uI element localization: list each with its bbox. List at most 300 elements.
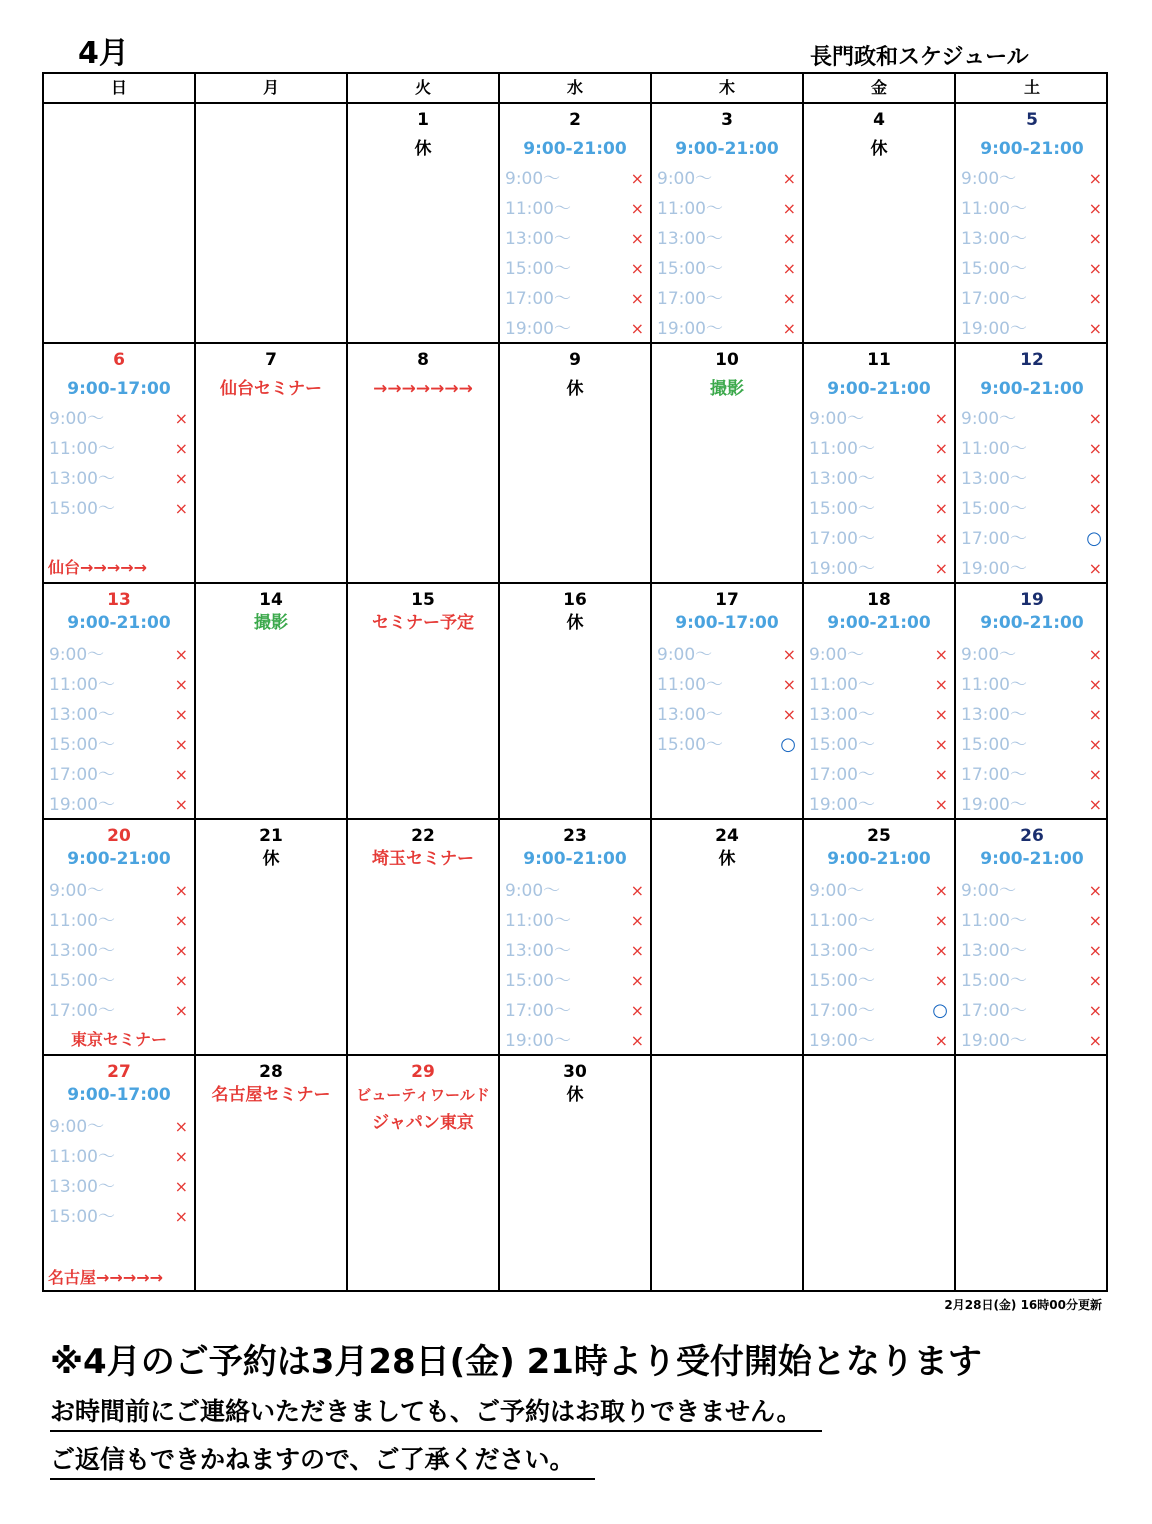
schedule-title: 長門政和スケジュール — [810, 45, 1029, 70]
slot-time: 15:00～ — [49, 499, 115, 519]
weekday-header: 月 — [196, 74, 348, 104]
slot-time: 11:00～ — [961, 439, 1027, 459]
time-slot — [44, 876, 194, 906]
time-slot — [44, 730, 194, 760]
day-number: 20 — [107, 826, 131, 846]
booked-mark: × — [1088, 645, 1102, 664]
booked-mark: × — [630, 289, 644, 308]
booked-mark: × — [1088, 439, 1102, 458]
day-number: 29 — [411, 1062, 435, 1082]
slot-time: 15:00～ — [809, 499, 875, 519]
day-number: 13 — [107, 590, 131, 610]
booked-mark: × — [1088, 199, 1102, 218]
time-slot — [956, 906, 1108, 936]
time-slot — [500, 876, 650, 906]
time-slot — [652, 224, 802, 254]
business-hours: 9:00-17:00 — [67, 1085, 171, 1105]
booked-mark: × — [934, 559, 948, 578]
slot-time: 15:00～ — [809, 971, 875, 991]
day-cell — [956, 104, 1108, 344]
booked-mark: × — [174, 675, 188, 694]
day-cell — [44, 344, 196, 584]
business-hours: 9:00-17:00 — [67, 379, 171, 399]
slot-time: 11:00～ — [49, 675, 115, 695]
booked-mark: × — [174, 735, 188, 754]
booked-mark: × — [1088, 559, 1102, 578]
day-number: 23 — [563, 826, 587, 846]
booked-mark: × — [174, 971, 188, 990]
slot-time: 9:00～ — [505, 169, 561, 189]
day-number: 25 — [867, 826, 891, 846]
slot-time: 19:00～ — [809, 795, 875, 815]
time-slot — [44, 404, 194, 434]
day-number: 30 — [563, 1062, 587, 1082]
day-cell — [348, 584, 500, 820]
booked-mark: × — [1088, 971, 1102, 990]
day-cell — [196, 1056, 348, 1292]
time-slot — [44, 700, 194, 730]
booked-mark: × — [934, 795, 948, 814]
time-slot — [956, 554, 1108, 584]
slot-time: 11:00～ — [657, 199, 723, 219]
day-cell — [804, 820, 956, 1056]
day-cell — [804, 344, 956, 584]
event-label: セミナー予定 — [372, 613, 474, 633]
slot-time: 13:00～ — [505, 229, 571, 249]
slot-time: 13:00～ — [657, 705, 723, 725]
slot-time: 11:00～ — [809, 675, 875, 695]
day-cell — [196, 584, 348, 820]
slot-time: 9:00～ — [809, 645, 865, 665]
day-cell — [348, 104, 500, 344]
slot-time: 9:00～ — [657, 169, 713, 189]
time-slot — [804, 760, 954, 790]
slot-time: 17:00～ — [809, 765, 875, 785]
day-number: 7 — [265, 350, 277, 370]
calendar-grid — [42, 72, 1108, 1292]
slot-time: 11:00～ — [49, 1147, 115, 1167]
slot-time: 19:00～ — [961, 795, 1027, 815]
event-label: ジャパン東京 — [372, 1113, 474, 1133]
notice-line-2: ご返信もできかねますので、ご了承ください。 — [50, 1442, 595, 1480]
time-slot — [956, 1026, 1108, 1056]
slot-time: 9:00～ — [49, 1117, 105, 1137]
slot-time: 17:00～ — [809, 1001, 875, 1021]
time-slot — [500, 936, 650, 966]
time-slot — [652, 254, 802, 284]
day-number: 19 — [1020, 590, 1044, 610]
booked-mark: × — [1088, 941, 1102, 960]
booked-mark: × — [630, 259, 644, 278]
day-number: 8 — [417, 350, 429, 370]
slot-time: 19:00～ — [505, 1031, 571, 1051]
day-number: 4 — [873, 110, 885, 130]
slot-time: 9:00～ — [49, 645, 105, 665]
booked-mark: × — [1088, 259, 1102, 278]
slot-time: 9:00～ — [809, 881, 865, 901]
travel-note: 名古屋→→→→→ — [48, 1268, 164, 1287]
slot-time: 17:00～ — [49, 1001, 115, 1021]
day-cell — [500, 344, 652, 584]
slot-time: 11:00～ — [809, 439, 875, 459]
day-cell — [44, 584, 196, 820]
notice-main: ※4月のご予約は3月28日(金) 21時より受付開始となります — [50, 1342, 982, 1382]
time-slot — [500, 254, 650, 284]
booked-mark: × — [174, 911, 188, 930]
slot-time: 15:00～ — [505, 971, 571, 991]
event-label: 仙台セミナー — [220, 379, 322, 399]
day-off-label: 休 — [566, 613, 584, 633]
event-label: ビューティワールド — [356, 1086, 490, 1104]
booked-mark: × — [174, 705, 188, 724]
booked-mark: × — [174, 439, 188, 458]
booked-mark: × — [934, 469, 948, 488]
slot-time: 17:00～ — [961, 289, 1027, 309]
slot-time: 9:00～ — [961, 645, 1017, 665]
booked-mark: × — [1088, 735, 1102, 754]
time-slot — [956, 760, 1108, 790]
time-slot — [956, 194, 1108, 224]
booked-mark: × — [934, 675, 948, 694]
slot-time: 13:00～ — [49, 705, 115, 725]
time-slot — [44, 936, 194, 966]
time-slot — [500, 996, 650, 1026]
booked-mark: × — [630, 941, 644, 960]
booked-mark: × — [1088, 409, 1102, 428]
slot-time: 15:00～ — [49, 735, 115, 755]
slot-time: 13:00～ — [657, 229, 723, 249]
month-title: 4月 — [78, 36, 129, 71]
time-slot — [44, 996, 194, 1026]
slot-time: 13:00～ — [49, 1177, 115, 1197]
time-slot — [956, 254, 1108, 284]
booked-mark: × — [174, 765, 188, 784]
time-slot — [804, 524, 954, 554]
slot-time: 13:00～ — [49, 469, 115, 489]
time-slot — [44, 790, 194, 820]
time-slot — [804, 730, 954, 760]
weekday-header: 水 — [500, 74, 652, 104]
slot-time: 11:00～ — [49, 439, 115, 459]
booked-mark: × — [1088, 881, 1102, 900]
booked-mark: × — [1088, 499, 1102, 518]
time-slot — [44, 1202, 194, 1232]
time-slot — [500, 224, 650, 254]
day-cell — [652, 104, 804, 344]
day-number: 16 — [563, 590, 587, 610]
booked-mark: × — [1088, 169, 1102, 188]
day-number: 11 — [867, 350, 891, 370]
time-slot — [956, 404, 1108, 434]
slot-time: 9:00～ — [49, 409, 105, 429]
day-number: 28 — [259, 1062, 283, 1082]
weekday-header: 木 — [652, 74, 804, 104]
time-slot — [956, 640, 1108, 670]
booked-mark: × — [934, 499, 948, 518]
booked-mark: × — [630, 229, 644, 248]
time-slot — [956, 314, 1108, 344]
time-slot — [500, 164, 650, 194]
day-cell — [500, 584, 652, 820]
booked-mark: × — [174, 1147, 188, 1166]
slot-time: 13:00～ — [809, 705, 875, 725]
slot-time: 15:00～ — [961, 499, 1027, 519]
booked-mark: × — [934, 941, 948, 960]
day-number: 27 — [107, 1062, 131, 1082]
business-hours: 9:00-21:00 — [980, 379, 1084, 399]
slot-time: 17:00～ — [961, 1001, 1027, 1021]
time-slot — [500, 194, 650, 224]
time-slot — [500, 966, 650, 996]
slot-time: 19:00～ — [961, 1031, 1027, 1051]
update-note: 2月28日(金) 16時00分更新 — [944, 1298, 1102, 1312]
slot-time: 9:00～ — [961, 409, 1017, 429]
weekday-header: 火 — [348, 74, 500, 104]
slot-time: 9:00～ — [505, 881, 561, 901]
slot-time: 15:00～ — [809, 735, 875, 755]
booked-mark: × — [174, 469, 188, 488]
day-off-label: 休 — [566, 1085, 584, 1105]
event-label: 名古屋セミナー — [211, 1085, 331, 1105]
slot-time: 19:00～ — [505, 319, 571, 339]
booked-mark: × — [934, 645, 948, 664]
time-slot — [804, 936, 954, 966]
weekday-header: 日 — [44, 74, 196, 104]
time-slot — [44, 670, 194, 700]
booked-mark: × — [934, 911, 948, 930]
booked-mark: × — [782, 289, 796, 308]
time-slot — [652, 314, 802, 344]
time-slot — [956, 700, 1108, 730]
day-off-label: 休 — [566, 379, 584, 399]
empty-day-cell — [652, 1056, 804, 1292]
booked-mark: × — [934, 971, 948, 990]
slot-time: 15:00～ — [505, 259, 571, 279]
day-cell — [652, 584, 804, 820]
slot-time: 19:00～ — [961, 559, 1027, 579]
slot-time: 9:00～ — [657, 645, 713, 665]
slot-time: 17:00～ — [505, 289, 571, 309]
booked-mark: × — [934, 881, 948, 900]
slot-time: 19:00～ — [49, 795, 115, 815]
time-slot — [956, 730, 1108, 760]
booked-mark: × — [174, 499, 188, 518]
empty-day-cell — [956, 1056, 1108, 1292]
booked-mark: × — [174, 1001, 188, 1020]
booked-mark: × — [174, 795, 188, 814]
slot-time: 17:00～ — [961, 765, 1027, 785]
booked-mark: × — [1088, 795, 1102, 814]
day-number: 21 — [259, 826, 283, 846]
slot-time: 15:00～ — [961, 971, 1027, 991]
empty-day-cell — [196, 104, 348, 344]
day-cell — [348, 344, 500, 584]
time-slot — [956, 224, 1108, 254]
day-cell — [956, 584, 1108, 820]
weekday-header: 金 — [804, 74, 956, 104]
slot-time: 9:00～ — [49, 881, 105, 901]
booked-mark: × — [1088, 289, 1102, 308]
time-slot — [804, 1026, 954, 1056]
time-slot — [44, 1172, 194, 1202]
slot-time: 13:00～ — [809, 469, 875, 489]
slot-time: 15:00～ — [49, 971, 115, 991]
day-cell — [500, 104, 652, 344]
slot-time: 11:00～ — [657, 675, 723, 695]
business-hours: 9:00-21:00 — [67, 849, 171, 869]
slot-time: 13:00～ — [961, 469, 1027, 489]
day-cell — [500, 1056, 652, 1292]
business-hours: 9:00-21:00 — [675, 139, 779, 159]
booked-mark: × — [782, 259, 796, 278]
notice-line-1: お時間前にご連絡いただきましても、ご予約はお取りできません。 — [50, 1394, 822, 1432]
day-off-label: 休 — [414, 139, 432, 159]
business-hours: 9:00-21:00 — [827, 613, 931, 633]
time-slot — [804, 906, 954, 936]
day-number: 2 — [569, 110, 581, 130]
empty-day-cell — [804, 1056, 956, 1292]
time-slot — [956, 164, 1108, 194]
booked-mark: × — [1088, 469, 1102, 488]
time-slot — [44, 494, 194, 524]
available-mark: ○ — [932, 1000, 948, 1021]
time-slot — [500, 314, 650, 344]
booked-mark: × — [174, 1117, 188, 1136]
booked-mark: × — [1088, 1001, 1102, 1020]
business-hours: 9:00-21:00 — [980, 139, 1084, 159]
slot-time: 19:00～ — [657, 319, 723, 339]
time-slot — [652, 164, 802, 194]
time-slot — [804, 640, 954, 670]
slot-time: 11:00～ — [961, 911, 1027, 931]
time-slot — [956, 284, 1108, 314]
time-slot — [804, 554, 954, 584]
slot-time: 15:00～ — [961, 259, 1027, 279]
day-cell — [956, 344, 1108, 584]
slot-time: 15:00～ — [657, 259, 723, 279]
booked-mark: × — [630, 1031, 644, 1050]
day-number: 17 — [715, 590, 739, 610]
slot-time: 19:00～ — [809, 559, 875, 579]
day-number: 15 — [411, 590, 435, 610]
booked-mark: × — [934, 439, 948, 458]
booked-mark: × — [782, 319, 796, 338]
slot-time: 15:00～ — [657, 735, 723, 755]
time-slot — [652, 730, 802, 760]
time-slot — [956, 876, 1108, 906]
business-hours: 9:00-21:00 — [67, 613, 171, 633]
booked-mark: × — [1088, 229, 1102, 248]
day-cell — [196, 344, 348, 584]
slot-time: 19:00～ — [809, 1031, 875, 1051]
time-slot — [956, 670, 1108, 700]
booked-mark: × — [174, 1207, 188, 1226]
business-hours: 9:00-21:00 — [827, 849, 931, 869]
booked-mark: × — [782, 169, 796, 188]
slot-time: 15:00～ — [961, 735, 1027, 755]
time-slot — [956, 524, 1108, 554]
event-label: 撮影 — [254, 613, 288, 633]
day-off-label: 休 — [870, 139, 888, 159]
time-slot — [956, 464, 1108, 494]
slot-time: 13:00～ — [809, 941, 875, 961]
time-slot — [652, 700, 802, 730]
day-number: 14 — [259, 590, 283, 610]
time-slot — [652, 670, 802, 700]
business-hours: 9:00-21:00 — [827, 379, 931, 399]
day-cell — [44, 820, 196, 1056]
slot-time: 13:00～ — [961, 705, 1027, 725]
time-slot — [804, 876, 954, 906]
booked-mark: × — [934, 705, 948, 724]
booked-mark: × — [174, 645, 188, 664]
time-slot — [500, 1026, 650, 1056]
day-off-label: 休 — [262, 849, 280, 869]
day-number: 26 — [1020, 826, 1044, 846]
day-cell — [348, 820, 500, 1056]
slot-time: 11:00～ — [961, 199, 1027, 219]
day-number: 6 — [113, 350, 125, 370]
slot-time: 11:00～ — [505, 199, 571, 219]
day-number: 22 — [411, 826, 435, 846]
day-cell — [500, 820, 652, 1056]
booked-mark: × — [174, 409, 188, 428]
travel-note: 仙台→→→→→ — [48, 558, 148, 577]
booked-mark: × — [1088, 765, 1102, 784]
time-slot — [500, 284, 650, 314]
time-slot — [44, 464, 194, 494]
booked-mark: × — [630, 319, 644, 338]
booked-mark: × — [630, 911, 644, 930]
time-slot — [804, 464, 954, 494]
time-slot — [44, 966, 194, 996]
slot-time: 17:00～ — [505, 1001, 571, 1021]
time-slot — [44, 434, 194, 464]
booked-mark: × — [934, 529, 948, 548]
slot-time: 15:00～ — [49, 1207, 115, 1227]
booked-mark: × — [782, 705, 796, 724]
slot-time: 11:00～ — [505, 911, 571, 931]
day-number: 12 — [1020, 350, 1044, 370]
slot-time: 19:00～ — [961, 319, 1027, 339]
slot-time: 13:00～ — [505, 941, 571, 961]
day-cell — [804, 104, 956, 344]
booked-mark: × — [782, 645, 796, 664]
day-cell — [652, 344, 804, 584]
time-slot — [956, 996, 1108, 1026]
travel-note: 東京セミナー — [70, 1030, 167, 1049]
time-slot — [652, 284, 802, 314]
day-number: 9 — [569, 350, 581, 370]
slot-time: 11:00～ — [961, 675, 1027, 695]
day-cell — [956, 820, 1108, 1056]
event-label: 撮影 — [710, 379, 744, 399]
time-slot — [652, 640, 802, 670]
slot-time: 17:00～ — [657, 289, 723, 309]
day-number: 5 — [1026, 110, 1038, 130]
time-slot — [44, 1112, 194, 1142]
slot-time: 9:00～ — [961, 881, 1017, 901]
day-off-label: 休 — [718, 849, 736, 869]
time-slot — [804, 966, 954, 996]
time-slot — [804, 670, 954, 700]
business-hours: 9:00-21:00 — [980, 613, 1084, 633]
booked-mark: × — [174, 881, 188, 900]
booked-mark: × — [1088, 319, 1102, 338]
slot-time: 13:00～ — [961, 229, 1027, 249]
slot-time: 11:00～ — [49, 911, 115, 931]
booked-mark: × — [934, 1031, 948, 1050]
